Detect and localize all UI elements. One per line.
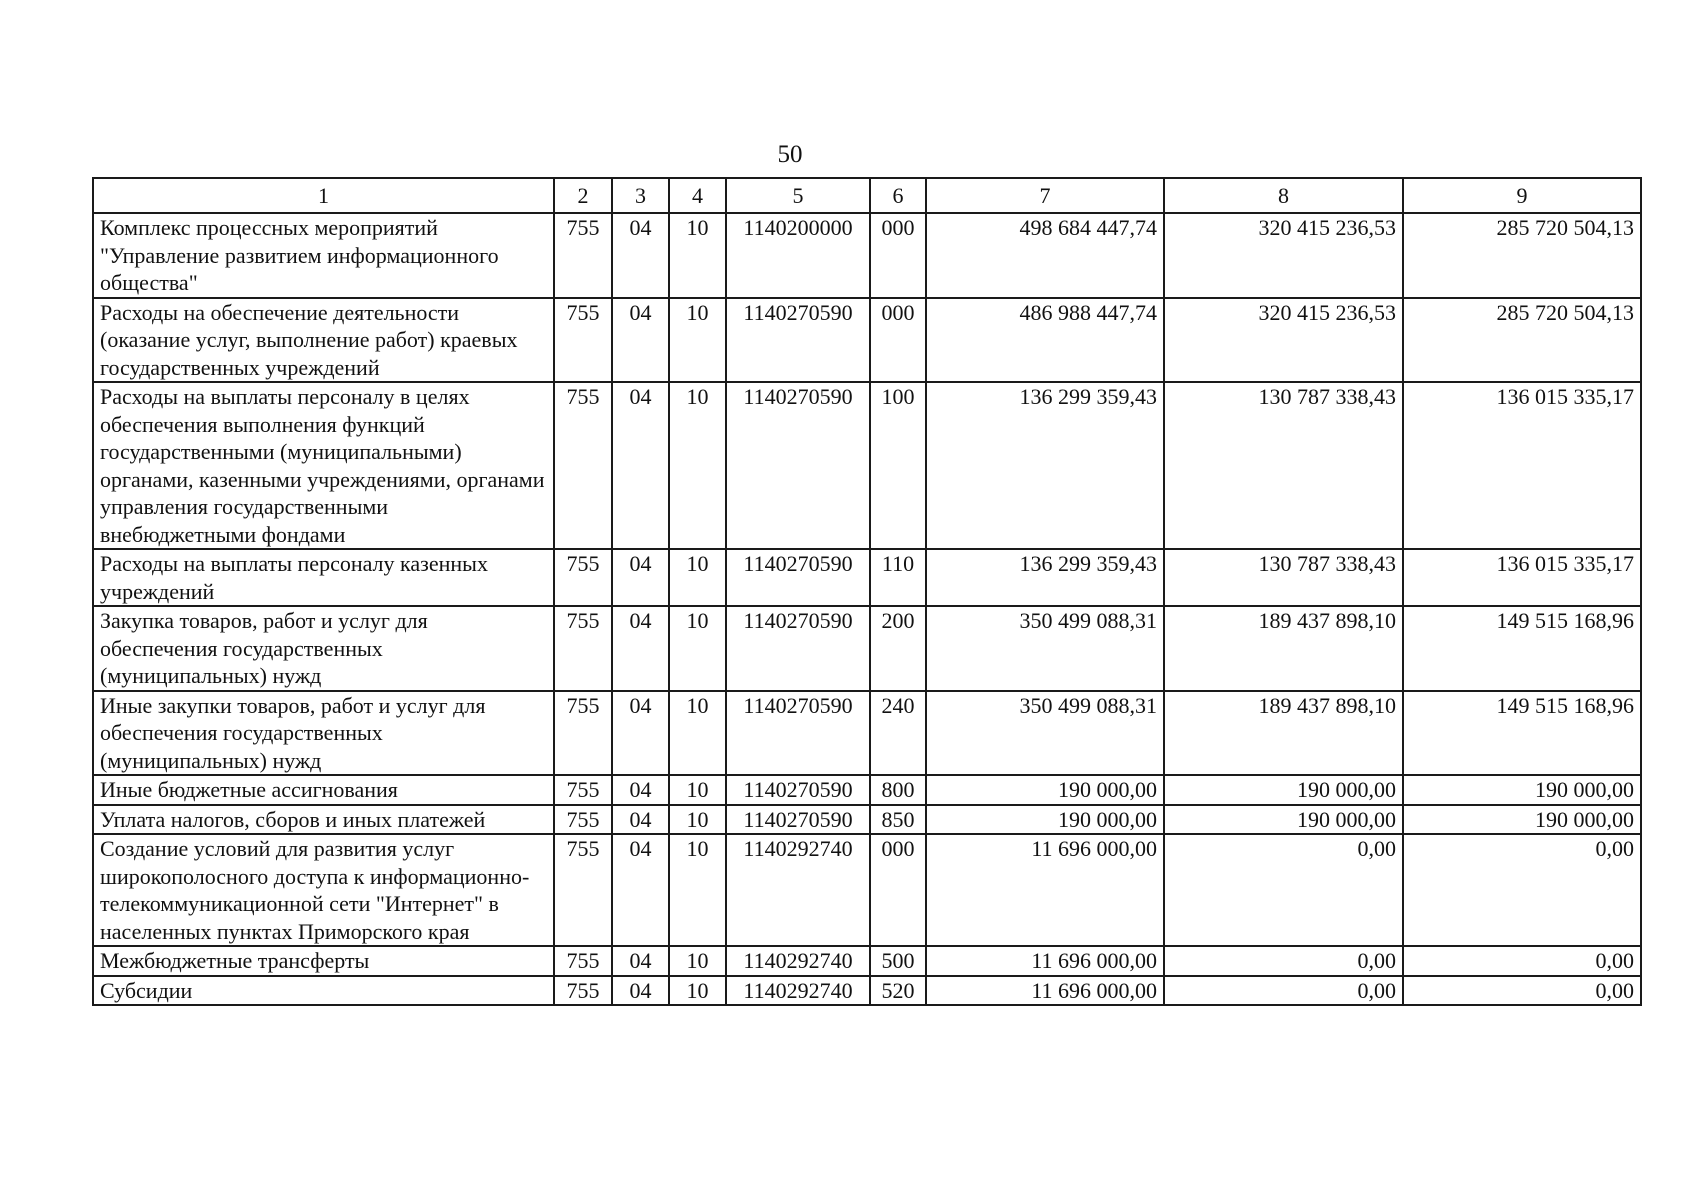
header-col-9: 9 <box>1403 178 1641 213</box>
table-row <box>93 946 1641 976</box>
table-row <box>93 606 1641 691</box>
cell-amount-9: 149 515 168,96 <box>1403 606 1641 691</box>
cell-amount-8: 0,00 <box>1164 946 1403 976</box>
cell-code-4: 10 <box>669 298 726 383</box>
cell-amount-9: 149 515 168,96 <box>1403 691 1641 776</box>
cell-code-5: 1140292740 <box>726 976 870 1006</box>
table-row <box>93 976 1641 1006</box>
cell-description: Создание условий для развития услуг широкополосного доступа к информационно-телекоммуникационной сети "Интернет" в населенных пунктах Приморского края <box>93 834 554 946</box>
cell-amount-7: 350 499 088,31 <box>926 606 1164 691</box>
cell-amount-9: 285 720 504,13 <box>1403 298 1641 383</box>
cell-amount-8: 0,00 <box>1164 976 1403 1006</box>
cell-code-6: 200 <box>870 606 926 691</box>
cell-code-5: 1140270590 <box>726 606 870 691</box>
cell-description: Межбюджетные трансферты <box>93 946 554 976</box>
cell-description: Уплата налогов, сборов и иных платежей <box>93 805 554 835</box>
cell-code-6: 000 <box>870 834 926 946</box>
cell-code-6: 520 <box>870 976 926 1006</box>
cell-code-3: 04 <box>612 976 669 1006</box>
cell-code-6: 000 <box>870 298 926 383</box>
header-col-6: 6 <box>870 178 926 213</box>
cell-amount-9: 190 000,00 <box>1403 775 1641 805</box>
header-col-2: 2 <box>554 178 612 213</box>
cell-code-4: 10 <box>669 805 726 835</box>
cell-code-5: 1140270590 <box>726 775 870 805</box>
header-col-4: 4 <box>669 178 726 213</box>
cell-amount-9: 0,00 <box>1403 946 1641 976</box>
cell-code-5: 1140270590 <box>726 549 870 606</box>
table-row <box>93 549 1641 606</box>
cell-code-3: 04 <box>612 606 669 691</box>
cell-code-6: 800 <box>870 775 926 805</box>
table-row <box>93 775 1641 805</box>
table-row <box>93 691 1641 776</box>
cell-code-5: 1140292740 <box>726 834 870 946</box>
cell-amount-7: 350 499 088,31 <box>926 691 1164 776</box>
header-col-7: 7 <box>926 178 1164 213</box>
cell-code-5: 1140270590 <box>726 382 870 549</box>
cell-code-2: 755 <box>554 606 612 691</box>
cell-amount-9: 285 720 504,13 <box>1403 213 1641 298</box>
cell-description: Закупка товаров, работ и услуг для обеспечения государственных (муниципальных) нужд <box>93 606 554 691</box>
cell-code-6: 110 <box>870 549 926 606</box>
table-row <box>93 834 1641 946</box>
cell-code-2: 755 <box>554 691 612 776</box>
cell-code-4: 10 <box>669 976 726 1006</box>
cell-code-2: 755 <box>554 549 612 606</box>
cell-code-3: 04 <box>612 549 669 606</box>
cell-code-4: 10 <box>669 606 726 691</box>
cell-description: Комплекс процессных мероприятий "Управление развитием информационного общества" <box>93 213 554 298</box>
cell-code-5: 1140270590 <box>726 691 870 776</box>
cell-code-6: 240 <box>870 691 926 776</box>
table-row <box>93 805 1641 835</box>
cell-description: Расходы на выплаты персоналу в целях обеспечения выполнения функций государственными (муниципальными) органами, казенными учреждениями, органами управления государственными внебюджетными фондами <box>93 382 554 549</box>
cell-code-3: 04 <box>612 691 669 776</box>
cell-amount-7: 136 299 359,43 <box>926 549 1164 606</box>
cell-amount-8: 189 437 898,10 <box>1164 691 1403 776</box>
cell-amount-7: 486 988 447,74 <box>926 298 1164 383</box>
cell-amount-7: 11 696 000,00 <box>926 976 1164 1006</box>
cell-amount-8: 190 000,00 <box>1164 775 1403 805</box>
table-body <box>93 213 1641 1005</box>
cell-code-2: 755 <box>554 946 612 976</box>
cell-amount-7: 498 684 447,74 <box>926 213 1164 298</box>
cell-code-6: 000 <box>870 213 926 298</box>
cell-code-5: 1140270590 <box>726 298 870 383</box>
header-col-1: 1 <box>93 178 554 213</box>
header-col-5: 5 <box>726 178 870 213</box>
table-row <box>93 298 1641 383</box>
cell-code-4: 10 <box>669 946 726 976</box>
cell-description: Иные закупки товаров, работ и услуг для обеспечения государственных (муниципальных) нужд <box>93 691 554 776</box>
cell-amount-8: 130 787 338,43 <box>1164 549 1403 606</box>
cell-amount-8: 190 000,00 <box>1164 805 1403 835</box>
cell-code-3: 04 <box>612 298 669 383</box>
cell-code-5: 1140270590 <box>726 805 870 835</box>
cell-amount-7: 11 696 000,00 <box>926 834 1164 946</box>
page-number: 50 <box>777 141 803 168</box>
cell-code-2: 755 <box>554 213 612 298</box>
cell-code-3: 04 <box>612 382 669 549</box>
cell-code-2: 755 <box>554 834 612 946</box>
cell-code-3: 04 <box>612 213 669 298</box>
cell-code-4: 10 <box>669 382 726 549</box>
cell-code-4: 10 <box>669 775 726 805</box>
cell-amount-9: 190 000,00 <box>1403 805 1641 835</box>
cell-amount-9: 136 015 335,17 <box>1403 549 1641 606</box>
cell-code-5: 1140200000 <box>726 213 870 298</box>
table-row <box>93 213 1641 298</box>
cell-amount-8: 130 787 338,43 <box>1164 382 1403 549</box>
cell-code-4: 10 <box>669 549 726 606</box>
cell-code-2: 755 <box>554 805 612 835</box>
cell-description: Расходы на выплаты персоналу казенных учреждений <box>93 549 554 606</box>
cell-amount-8: 0,00 <box>1164 834 1403 946</box>
cell-amount-8: 320 415 236,53 <box>1164 298 1403 383</box>
header-col-3: 3 <box>612 178 669 213</box>
cell-code-2: 755 <box>554 775 612 805</box>
cell-code-3: 04 <box>612 775 669 805</box>
cell-code-6: 850 <box>870 805 926 835</box>
cell-code-3: 04 <box>612 805 669 835</box>
cell-description: Расходы на обеспечение деятельности (оказание услуг, выполнение работ) краевых государственных учреждений <box>93 298 554 383</box>
cell-amount-7: 190 000,00 <box>926 805 1164 835</box>
cell-amount-9: 0,00 <box>1403 834 1641 946</box>
cell-code-5: 1140292740 <box>726 946 870 976</box>
cell-amount-7: 11 696 000,00 <box>926 946 1164 976</box>
cell-code-3: 04 <box>612 946 669 976</box>
cell-code-3: 04 <box>612 834 669 946</box>
cell-description: Иные бюджетные ассигнования <box>93 775 554 805</box>
cell-code-4: 10 <box>669 691 726 776</box>
cell-amount-9: 136 015 335,17 <box>1403 382 1641 549</box>
cell-description: Субсидии <box>93 976 554 1006</box>
cell-code-4: 10 <box>669 834 726 946</box>
cell-code-6: 100 <box>870 382 926 549</box>
cell-amount-8: 320 415 236,53 <box>1164 213 1403 298</box>
cell-amount-7: 136 299 359,43 <box>926 382 1164 549</box>
header-row <box>93 178 1641 213</box>
cell-amount-9: 0,00 <box>1403 976 1641 1006</box>
table-row <box>93 382 1641 549</box>
cell-code-4: 10 <box>669 213 726 298</box>
budget-table <box>92 177 1642 1006</box>
cell-code-2: 755 <box>554 298 612 383</box>
cell-amount-8: 189 437 898,10 <box>1164 606 1403 691</box>
cell-code-2: 755 <box>554 976 612 1006</box>
cell-code-6: 500 <box>870 946 926 976</box>
cell-amount-7: 190 000,00 <box>926 775 1164 805</box>
header-col-8: 8 <box>1164 178 1403 213</box>
cell-code-2: 755 <box>554 382 612 549</box>
